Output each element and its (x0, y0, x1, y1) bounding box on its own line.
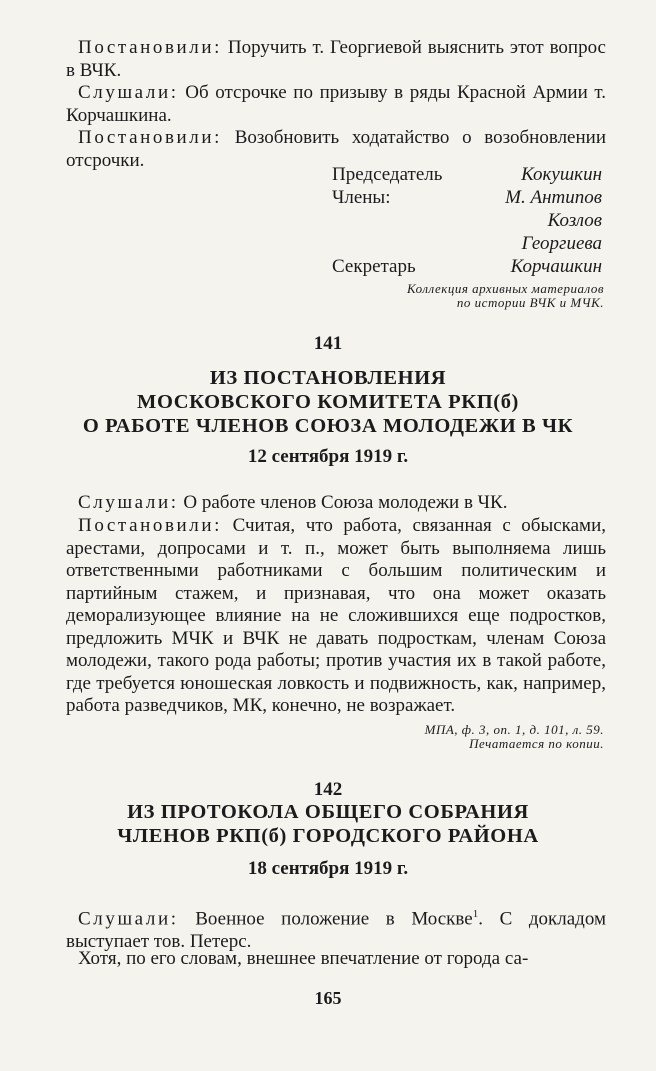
paragraph-text: О работе членов Союза молодежи в ЧК. (178, 492, 508, 513)
source-line: по истории ВЧК и МЧК. (456, 295, 604, 310)
secretary-name: Корчашкин (510, 256, 602, 277)
title-line: О РАБОТЕ ЧЛЕНОВ СОЮЗА МОЛОДЕЖИ В ЧК (82, 415, 574, 437)
label-resolved: Постановили: (78, 127, 223, 148)
title-line: МОСКОВСКОГО КОМИТЕТА РКП(б) (137, 391, 519, 413)
title-line: ИЗ ПРОТОКОЛА ОБЩЕГО СОБРАНИЯ (127, 801, 529, 823)
paragraph-text: Об отсрочке по призыву в ряды Красной Армии т. Корчашкина. (66, 82, 606, 126)
member-name: М. Антипов (505, 187, 602, 208)
source-line: Коллекция архивных материалов (407, 281, 604, 296)
paragraph-heard (66, 492, 606, 515)
members-role: Члены: (332, 187, 391, 208)
paragraph-resolved-1 (66, 37, 606, 82)
secretary-role: Секретарь (332, 256, 416, 277)
document-title (40, 366, 616, 438)
paragraph-text: Считая, что работа, связанная с обысками, арестами, допросами и т. п., может быть выполняема лишь ответственными работниками с большим политическим и партийным стажем, и признавая, что она может оказать деморализующее влияние на не сложившихся еще подростков, предложить МЧК и ВЧК не давать подросткам, членам Союза молодежи, такого рода работы; против участия их в такой работе, где требуется юношеская ловкость и подвижность, как, например, работа разведчиков, МК, конечно, не возражает. (66, 515, 606, 716)
paragraph-body (66, 948, 606, 971)
paragraph-heard-1 (66, 82, 606, 127)
paragraph-text: Хотя, по его словам, внешнее впечатление от города са- (78, 948, 529, 969)
label-heard: Слушали: (78, 492, 179, 513)
label-heard: Слушали: (78, 82, 179, 103)
document-number: 141 (313, 333, 343, 354)
title-line: ЧЛЕНОВ РКП(б) ГОРОДСКОГО РАЙОНА (117, 825, 539, 847)
paragraph-text: Возобновить ходатайство о возобновлении отсрочки. (66, 127, 606, 171)
chair-role: Председатель (332, 164, 443, 185)
footnote-marker: 1 (472, 908, 479, 920)
source-note (425, 723, 604, 751)
source-line: Печатается по копии. (469, 736, 604, 751)
source-note (407, 282, 604, 310)
source-line: МПА, ф. 3, оп. 1, д. 101, л. 59. (424, 722, 604, 737)
paragraph-text: Военное положение в Москве (178, 908, 473, 930)
chair-name: Кокушкин (521, 164, 602, 185)
document-date: 18 сентября 1919 г. (247, 858, 409, 879)
title-line: ИЗ ПОСТАНОВЛЕНИЯ (209, 367, 447, 389)
label-heard: Слушали: (78, 908, 179, 930)
label-resolved: Постановили: (78, 515, 223, 536)
document-title (40, 800, 616, 848)
paragraph-text: Поручить т. Георгиевой выяснить этот вопрос в ВЧК. (66, 37, 606, 81)
page-number: 165 (314, 988, 342, 1008)
paragraph-heard (66, 903, 606, 953)
paragraph-text: . С докладом выступает тов. Петерс. (66, 908, 606, 952)
paragraph-resolved (66, 515, 606, 718)
document-number: 142 (313, 779, 343, 800)
label-resolved: Постановили: (78, 37, 223, 58)
member-name: Георгиева (521, 233, 602, 254)
member-name: Козлов (547, 210, 602, 231)
document-date: 12 сентября 1919 г. (247, 446, 409, 467)
